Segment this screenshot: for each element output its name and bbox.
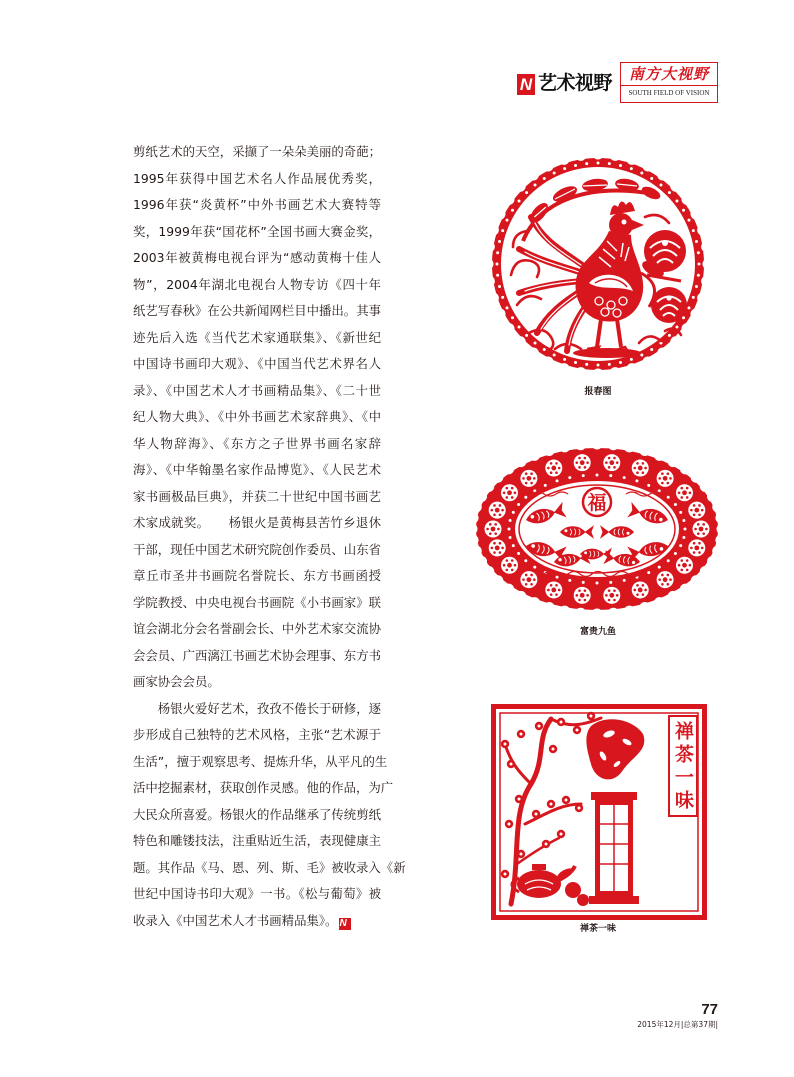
brand-chinese: 南方大视野 — [621, 63, 717, 86]
fu-emblem — [583, 488, 611, 516]
brand-english: SOUTH FIELD OF VISION — [628, 89, 710, 97]
nine-fish-papercut-svg — [474, 446, 720, 612]
body-line: 谊会湖北分会名誉副会长、中外艺术家交流协 — [133, 621, 381, 636]
body-line: 生活”，擅于观察思考、提炼升华，从平凡的生 — [133, 753, 388, 769]
body-line: 1995年获得中国艺术名人作品展优秀奖， — [133, 170, 381, 186]
peony-flower — [651, 287, 687, 323]
body-line: 术家成就奖。 杨银火是黄梅县苦竹乡退休 — [133, 515, 381, 530]
body-line: 活中挖掘素材，获取创作灵感。他的作品，为广 — [133, 780, 394, 795]
section-title: 艺术视野 — [538, 72, 613, 94]
body-line: 学院教授、中央电视台书画院《小书画家》联 — [133, 594, 381, 610]
body-line: 华人物辞海》、《东方之子世界书画名家辞 — [133, 435, 381, 451]
body-line: 物”，2004年湖北电视台人物专访《四十年 — [133, 276, 381, 292]
page-number: 77 — [701, 1001, 718, 1018]
end-mark-icon: N — [339, 918, 351, 930]
ground — [573, 348, 641, 358]
body-line: 干部，现任中国艺术研究院创作委员、山东省 — [133, 541, 381, 557]
fu-character: 福 — [587, 492, 607, 514]
body-line — [133, 908, 381, 935]
body-line: 章丘市圣井书画院名誉院长、东方书画函授 — [133, 568, 381, 583]
body-line: 特色和雕镂技法，注重贴近生活，表现健康主 — [133, 833, 381, 848]
issue-info: 2015年12月|总第37期| — [637, 1020, 718, 1029]
body-line: 录》、《中国艺术人才书画精品集》、《二十世 — [133, 382, 381, 398]
rooster-papercut-svg — [489, 155, 707, 373]
body-line: 迹先后入选《当代艺术家通联集》、《新世纪 — [133, 329, 381, 345]
magazine-logo-icon: N — [517, 74, 535, 95]
body-line-text: 收录入《中国艺术人才书画精品集》。 — [133, 912, 338, 928]
body-line: 纪人物大典》、《中外书画艺术家辞典》、《中 — [133, 409, 381, 424]
papercut-nine-fish-image — [474, 446, 720, 612]
figure-caption: 报春图 — [584, 387, 612, 397]
body-line: 2003年被黄梅电视台评为“感动黄梅十佳人 — [133, 250, 381, 265]
body-line: 剪纸艺术的天空，采撷了一朵朵美丽的奇葩； — [133, 144, 381, 159]
figure-caption: 富贵九鱼 — [579, 627, 616, 637]
body-line: 家书画极品巨典》，并获二十世纪中国书画艺 — [133, 488, 381, 504]
body-line: 大民众所喜爱。杨银火的作品继承了传统剪纸 — [133, 806, 381, 822]
body-line: 奖，1999年获“国花杯”全国书画大赛金奖， — [133, 223, 381, 239]
body-line: 1996年获“炎黄杯”中外书画艺术大赛特等 — [133, 197, 381, 212]
body-line: 世纪中国诗书印大观》一书。《松与葡萄》被 — [133, 886, 381, 901]
zen-tea-calligraphy: 禅茶一味 — [672, 721, 694, 813]
papercut-rooster-image — [489, 155, 707, 373]
body-line: 步形成自己独特的艺术风格，主张“艺术源于 — [133, 727, 381, 742]
figure-caption: 禅茶一味 — [579, 924, 616, 934]
article-body — [133, 139, 406, 934]
body-line: 画家协会会员。 — [133, 674, 220, 689]
body-line: 题。其作品《马、恩、列、斯、毛》被收录入《新 — [133, 859, 406, 875]
body-line: 会会员、广西漓江书画艺术协会理事、东方书 — [133, 647, 381, 663]
pedestal — [589, 792, 639, 904]
body-line: 海》、《中华翰墨名家作品博览》、《人民艺术 — [133, 462, 381, 477]
body-line: 纸艺写春秋》在公共新闻网栏目中播出。其事 — [133, 303, 381, 318]
papercut-zen-tea-image — [491, 704, 707, 920]
column-brand — [620, 62, 718, 103]
body-line: 中国诗书画印大观》、《中国当代艺术界名人 — [133, 356, 381, 371]
body-line: 杨银火爱好艺术，孜孜不倦长于研修，逐 — [157, 700, 381, 716]
